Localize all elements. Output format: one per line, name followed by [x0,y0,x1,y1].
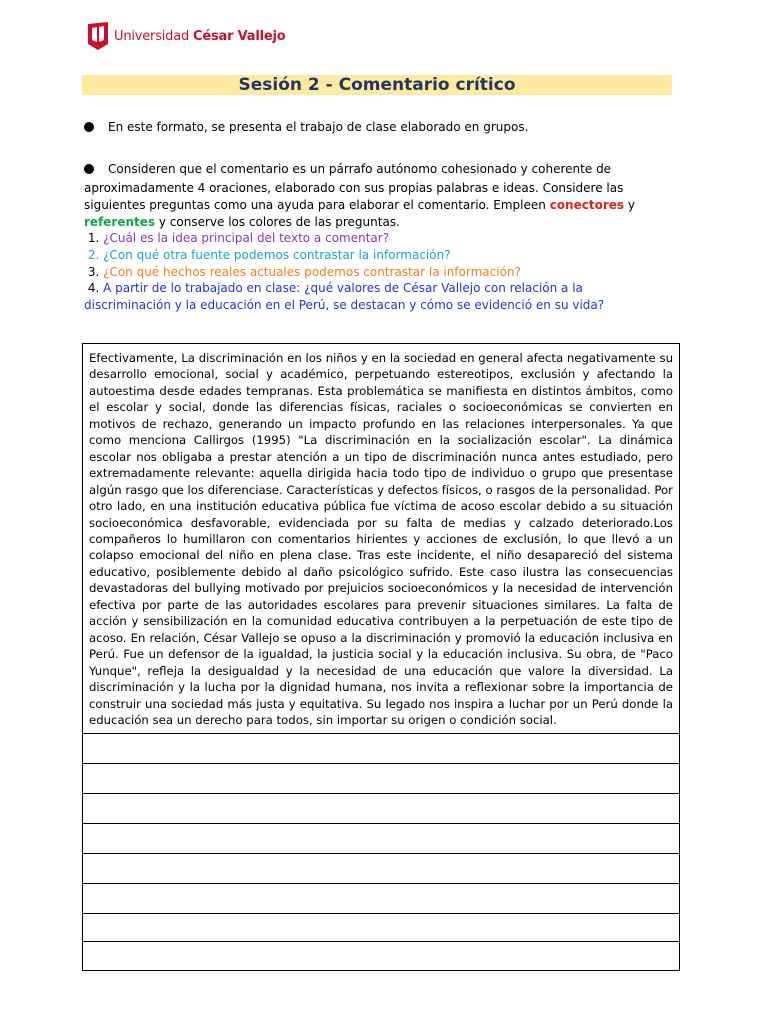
question-1: 1. ¿Cuál es la idea principal del texto a comentar? [87,231,390,245]
instructions-paragraph: aproximadamente 4 oraciones, elaborado con sus propias palabras e ideas. Considere las siguientes preguntas como una ayuda para elaborar el comentario. Empleen conectores y referentes y conserve los colores de las preguntas. [84,181,635,229]
page-title: Sesión 2 - Comentario crítico [238,75,516,95]
blank-line-3 [83,793,679,794]
question-3: 3. ¿Con qué hechos reales actuales podemos contrastar la información? [87,265,521,279]
comment-text: Efectivamente, La discriminación en los niños y en la sociedad en general afecta negativamente su desarrollo emocional, social y académico, perpetuando estereotipos, exclusión y afectando la autoestima desde edades tempranas. Esta problemática se manifiesta en distintos ámbitos, como el escolar y social, donde las diferencias físicas, raciales o socioeconómicas se convierten en motivos de rechazo, generando un impacto profundo en las relaciones interpersonales. Ya que como menciona Callirgos (1995) "La discriminación en la socialización escolar". La dinámica escolar nos obligaba a prestar atención a un tipo de discriminación nunca antes estudiado, pero extremadamente relevante: aquella dirigida hacia todo tipo de individuo o grupo que presentase algún rasgo que los diferenciase. Características y defectos físicos, o rasgos de la personalidad. Por otro lado, en una institución educativa pública fue víctima de acoso escolar debido a su situación socioeconómica desfavorable, evidenciada por su falta de medias y calzado deteriorado.Los compañeros lo humillaron con comentarios hirientes y acciones de exclusión, lo que llevó a un colapso emocional del niño en plena clase. Tras este incidente, el niño desapareció del sistema educativo, posiblemente debido al daño psicológico sufrido. Este caso ilustra las consecuencias devastadoras del bullying motivado por prejuicios socioeconómicos y la necesidad de intervención efectiva por parte de las autoridades escolares para prevenir situaciones similares. La falta de acción y sensibilización en la comunidad educativa contribuyen a la perpetuación de este tipo de acoso. En relación, César Vallejo se opuso a la discriminación y promovió la educación inclusiva en Perú. Fue un defensor de la igualdad, la justicia social y la educación inclusiva. Su obra, de "Paco Yunque", refleja la desigualdad y la necesidad de una educación que valore la diversidad. La discriminación y la lucha por la dignidad humana, nos invita a reflexionar sobre la importancia de construir una sociedad más justa y equitativa. Su legado nos inspira a luchar por un Perú donde la educación sea un derecho para todos, sin importar su origen o condición social. [89,351,673,727]
referents-label: referentes [84,214,156,229]
blank-line-1 [83,733,679,734]
bullet-dot-icon [84,122,94,132]
university-logo [88,22,285,50]
bullet-item-instructions: Consideren que el comentario es un párrafo autónomo cohesionado y coherente de [84,161,611,178]
blank-line-5 [83,853,679,854]
comment-answer-box[interactable] [82,343,680,971]
blank-line-6 [83,883,679,884]
connectors-label: conectores [549,197,625,212]
question-4: 4. A partir de lo trabajado en clase: ¿qué valores de César Vallejo con relación a la discriminación y la educación en el Perú, se destacan y cómo se evidenció en su vida? [84,281,605,312]
bullet-item-format: En este formato, se presenta el trabajo de clase elaborado en grupos. [84,119,528,136]
blank-line-4 [83,823,679,824]
blank-line-7 [83,913,679,914]
blank-line-8 [83,941,679,942]
ucv-shield-icon [88,22,108,50]
blank-line-2 [83,763,679,764]
session-title-band [82,75,672,95]
question-2: 2. ¿Con qué otra fuente podemos contrastar la información? [87,248,451,262]
bullet-dot-icon [84,164,94,174]
university-name: Universidad César Vallejo [114,28,286,44]
